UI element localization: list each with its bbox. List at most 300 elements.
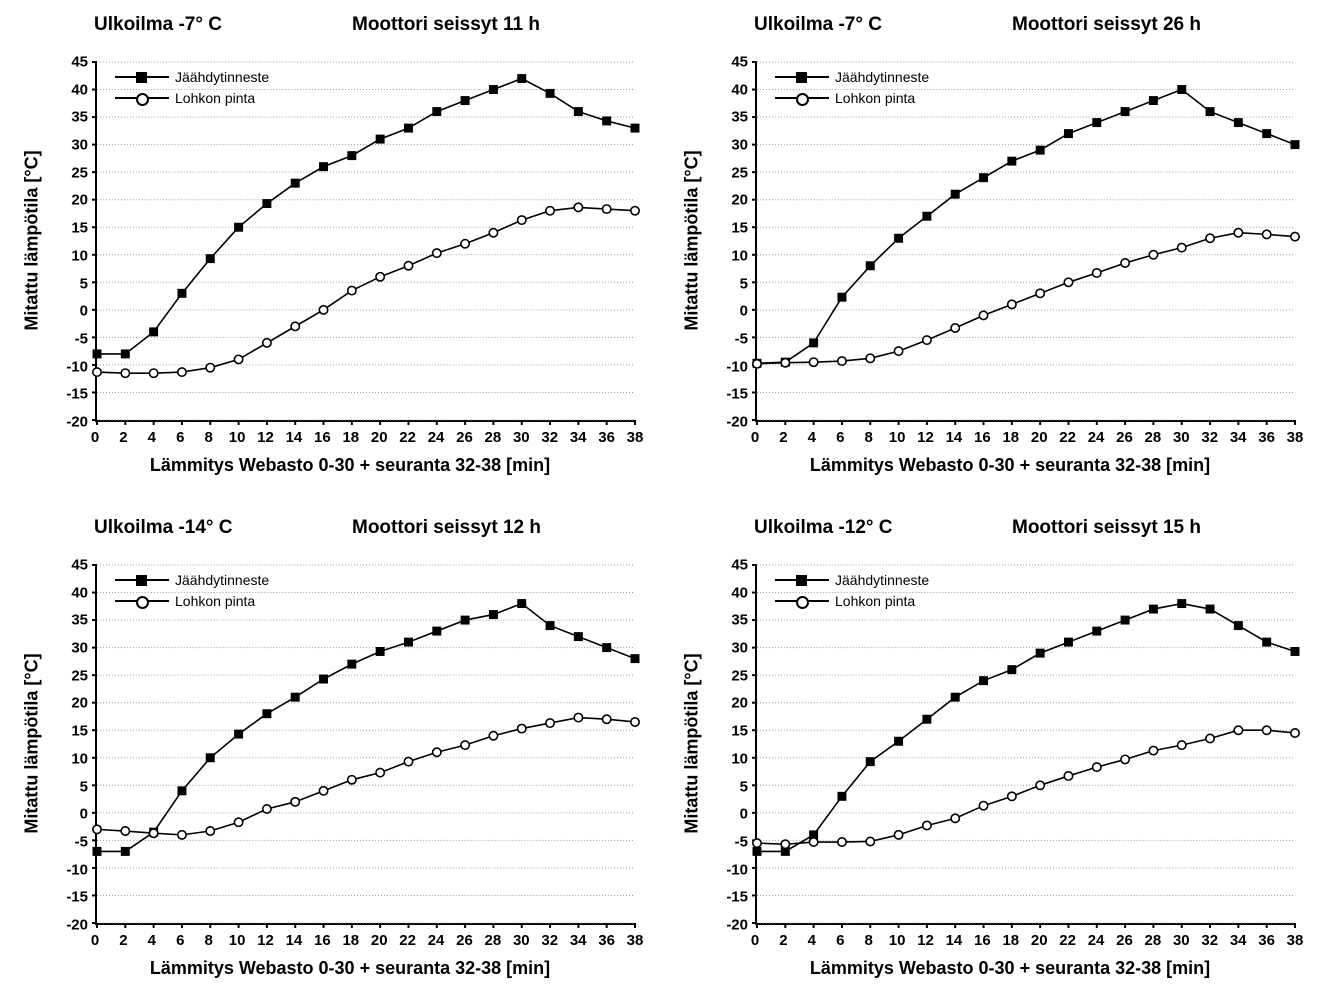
data-point-marker bbox=[809, 358, 817, 366]
data-point-marker bbox=[404, 262, 412, 270]
data-point-marker bbox=[894, 347, 902, 355]
plot-area bbox=[726, 556, 1304, 949]
data-point-marker bbox=[1262, 726, 1270, 734]
y-tick-label: -5 bbox=[734, 833, 748, 851]
series-line bbox=[97, 718, 635, 835]
y-tick-label: 35 bbox=[731, 611, 748, 629]
data-point-marker bbox=[1262, 638, 1271, 647]
data-point-marker bbox=[1234, 726, 1242, 734]
data-point-marker bbox=[1206, 107, 1215, 116]
x-tick-label: 2 bbox=[119, 932, 128, 949]
data-point-marker bbox=[1064, 278, 1072, 286]
data-point-marker bbox=[1092, 627, 1101, 636]
data-point-marker bbox=[894, 831, 902, 839]
data-point-marker bbox=[206, 364, 214, 372]
data-point-marker bbox=[1234, 621, 1243, 630]
data-point-marker bbox=[602, 116, 611, 125]
x-axis-label: Lämmitys Webasto 0-30 + seuranta 32-38 [min] bbox=[149, 455, 551, 475]
legend-item bbox=[775, 87, 929, 108]
data-point-marker bbox=[1291, 647, 1300, 656]
x-tick-label: 8 bbox=[864, 932, 873, 949]
y-tick-label: 40 bbox=[731, 584, 748, 602]
panel-title-right: Moottori seissyt 15 h bbox=[1012, 517, 1201, 538]
x-tick-label: 20 bbox=[370, 932, 388, 949]
x-tick-label: 16 bbox=[314, 932, 331, 949]
data-point-marker bbox=[404, 638, 413, 647]
x-tick-label: 34 bbox=[569, 429, 587, 446]
data-point-marker bbox=[517, 74, 526, 83]
chart-panel-1 bbox=[0, 0, 660, 503]
x-tick-label: 4 bbox=[807, 429, 816, 446]
x-tick-label: 0 bbox=[90, 429, 100, 446]
data-point-marker bbox=[347, 151, 356, 160]
data-point-marker bbox=[93, 368, 101, 376]
y-tick-label: 45 bbox=[71, 53, 88, 71]
y-tick-label: -10 bbox=[66, 358, 88, 376]
data-point-marker bbox=[546, 719, 554, 727]
x-tick-label: 2 bbox=[779, 429, 788, 446]
x-tick-label: 28 bbox=[1144, 429, 1162, 446]
x-tick-label: 26 bbox=[456, 932, 473, 949]
x-axis-label: Lämmitys Webasto 0-30 + seuranta 32-38 [min] bbox=[809, 958, 1211, 978]
data-point-marker bbox=[347, 660, 356, 669]
data-point-marker bbox=[923, 821, 931, 829]
y-tick-label: 45 bbox=[731, 53, 748, 71]
plot-canvas bbox=[95, 565, 635, 925]
data-point-marker bbox=[574, 107, 583, 116]
data-point-marker bbox=[177, 289, 186, 298]
data-point-marker bbox=[93, 825, 101, 833]
x-tick-label: 30 bbox=[1172, 932, 1190, 949]
x-tick-label: 4 bbox=[147, 429, 156, 446]
data-point-marker bbox=[1178, 243, 1186, 251]
x-tick-label: 24 bbox=[1087, 932, 1105, 949]
legend-label: Jäähdytinneste bbox=[835, 571, 930, 588]
data-point-marker bbox=[979, 676, 988, 685]
y-tick-label: -15 bbox=[726, 888, 748, 906]
data-point-marker bbox=[1036, 649, 1045, 658]
data-point-marker bbox=[376, 135, 385, 144]
y-tick-label: 5 bbox=[79, 778, 88, 796]
data-point-marker bbox=[753, 360, 761, 368]
y-tick-label: -10 bbox=[66, 861, 88, 879]
data-point-marker bbox=[291, 693, 300, 702]
data-point-marker bbox=[319, 306, 327, 314]
data-point-marker bbox=[489, 732, 497, 740]
y-tick-label: -5 bbox=[74, 330, 88, 348]
data-point-marker bbox=[234, 223, 243, 232]
y-tick-label: -20 bbox=[66, 413, 88, 431]
x-tick-label: 2 bbox=[779, 932, 788, 949]
panel-header bbox=[660, 14, 1319, 44]
data-point-marker bbox=[1149, 96, 1158, 105]
x-tick-label: 32 bbox=[1201, 429, 1219, 446]
x-tick-label: 12 bbox=[917, 932, 934, 949]
x-tick-label: 16 bbox=[974, 932, 991, 949]
data-point-marker bbox=[319, 787, 327, 795]
series-line bbox=[97, 604, 635, 852]
data-point-marker bbox=[809, 838, 817, 846]
x-tick-label: 0 bbox=[750, 932, 760, 949]
x-tick-label: 18 bbox=[342, 932, 360, 949]
x-tick-label: 22 bbox=[399, 932, 416, 949]
data-point-marker bbox=[574, 203, 582, 211]
legend-square-icon bbox=[115, 574, 169, 586]
data-point-marker bbox=[149, 327, 158, 336]
data-point-marker bbox=[1149, 605, 1158, 614]
x-tick-label: 6 bbox=[176, 932, 185, 949]
data-point-marker bbox=[432, 627, 441, 636]
legend-square-icon bbox=[115, 71, 169, 83]
y-tick-label: 40 bbox=[71, 81, 88, 99]
legend-item bbox=[115, 590, 269, 611]
x-tick-label: 22 bbox=[1059, 429, 1076, 446]
legend-square-icon bbox=[775, 71, 829, 83]
data-point-marker bbox=[263, 339, 271, 347]
data-point-marker bbox=[234, 355, 242, 363]
legend-label: Jäähdytinneste bbox=[835, 68, 930, 85]
data-point-marker bbox=[121, 369, 129, 377]
data-point-marker bbox=[979, 802, 987, 810]
x-tick-label: 10 bbox=[888, 932, 906, 949]
data-point-marker bbox=[178, 831, 186, 839]
data-point-marker bbox=[1234, 229, 1242, 237]
data-point-marker bbox=[1121, 755, 1129, 763]
x-tick-label: 12 bbox=[257, 932, 274, 949]
x-tick-label: 28 bbox=[484, 429, 502, 446]
data-point-marker bbox=[461, 240, 469, 248]
data-point-marker bbox=[1036, 781, 1044, 789]
y-tick-label: 45 bbox=[71, 556, 88, 574]
y-tick-label: -10 bbox=[726, 861, 748, 879]
legend-label: Lohkon pinta bbox=[835, 89, 916, 106]
x-tick-label: 6 bbox=[836, 429, 845, 446]
data-point-marker bbox=[291, 322, 299, 330]
data-point-marker bbox=[348, 286, 356, 294]
x-tick-label: 28 bbox=[1144, 932, 1162, 949]
data-point-marker bbox=[809, 338, 818, 347]
y-tick-label: 0 bbox=[79, 805, 88, 823]
data-point-marker bbox=[1121, 616, 1130, 625]
y-tick-label: 20 bbox=[731, 694, 748, 712]
x-axis-label: Lämmitys Webasto 0-30 + seuranta 32-38 [min] bbox=[149, 958, 551, 978]
data-point-marker bbox=[631, 718, 639, 726]
data-point-marker bbox=[121, 827, 129, 835]
data-point-marker bbox=[951, 190, 960, 199]
data-point-marker bbox=[1149, 746, 1157, 754]
data-point-marker bbox=[1093, 269, 1101, 277]
data-point-marker bbox=[1121, 259, 1129, 267]
y-tick-label: 10 bbox=[731, 750, 748, 768]
x-axis-label: Lämmitys Webasto 0-30 + seuranta 32-38 [min] bbox=[809, 455, 1211, 475]
chart-panel-3 bbox=[0, 503, 660, 1005]
series-line bbox=[757, 604, 1295, 852]
y-tick-label: 25 bbox=[71, 164, 88, 182]
y-tick-label: 0 bbox=[739, 302, 748, 320]
data-point-marker bbox=[894, 234, 903, 243]
y-tick-label: 5 bbox=[739, 275, 748, 293]
x-tick-label: 30 bbox=[512, 429, 530, 446]
data-point-marker bbox=[837, 293, 846, 302]
data-point-marker bbox=[319, 162, 328, 171]
x-tick-label: 26 bbox=[1116, 932, 1133, 949]
y-axis-label: Mitattu lämpötila [°C] bbox=[681, 652, 702, 834]
data-point-marker bbox=[262, 199, 271, 208]
y-tick-label: 10 bbox=[71, 247, 88, 265]
x-tick-label: 38 bbox=[1286, 429, 1304, 446]
x-tick-label: 38 bbox=[626, 429, 644, 446]
legend-circle-icon bbox=[775, 595, 829, 607]
data-point-marker bbox=[376, 273, 384, 281]
legend-label: Jäähdytinneste bbox=[175, 571, 270, 588]
y-tick-label: 25 bbox=[731, 667, 748, 685]
x-tick-label: 38 bbox=[626, 932, 644, 949]
data-point-marker bbox=[1291, 232, 1299, 240]
plot-area bbox=[66, 556, 644, 949]
data-point-marker bbox=[631, 207, 639, 215]
panel-title-left: Ulkoilma -7° C bbox=[94, 14, 222, 35]
x-tick-label: 14 bbox=[945, 429, 963, 446]
data-point-marker bbox=[404, 124, 413, 133]
y-tick-label: 5 bbox=[739, 778, 748, 796]
data-point-marker bbox=[376, 768, 384, 776]
data-point-marker bbox=[489, 229, 497, 237]
data-point-marker bbox=[546, 621, 555, 630]
data-point-marker bbox=[319, 675, 328, 684]
x-tick-label: 4 bbox=[147, 932, 156, 949]
x-tick-label: 34 bbox=[1229, 429, 1247, 446]
panel-title-left: Ulkoilma -14° C bbox=[94, 517, 233, 538]
x-tick-label: 18 bbox=[1002, 429, 1020, 446]
y-tick-label: 20 bbox=[71, 191, 88, 209]
data-point-marker bbox=[753, 847, 762, 856]
x-tick-label: 12 bbox=[257, 429, 274, 446]
legend-item bbox=[775, 590, 929, 611]
y-tick-label: -20 bbox=[726, 916, 748, 934]
legend-square-icon bbox=[775, 574, 829, 586]
plot-canvas bbox=[755, 62, 1295, 422]
plot-canvas bbox=[755, 565, 1295, 925]
data-point-marker bbox=[951, 693, 960, 702]
data-point-marker bbox=[404, 757, 412, 765]
x-tick-label: 36 bbox=[1258, 932, 1275, 949]
chart-svg bbox=[97, 565, 635, 923]
y-axis-label: Mitattu lämpötila [°C] bbox=[21, 149, 42, 331]
data-point-marker bbox=[838, 357, 846, 365]
panel-header bbox=[0, 14, 660, 44]
data-point-marker bbox=[1262, 230, 1270, 238]
y-tick-label: 40 bbox=[71, 584, 88, 602]
data-point-marker bbox=[866, 354, 874, 362]
x-tick-label: 10 bbox=[888, 429, 906, 446]
data-point-marker bbox=[1234, 118, 1243, 127]
y-tick-label: 40 bbox=[731, 81, 748, 99]
data-point-marker bbox=[546, 207, 554, 215]
legend-label: Lohkon pinta bbox=[175, 592, 256, 609]
data-point-marker bbox=[1149, 251, 1157, 259]
data-point-marker bbox=[1291, 140, 1300, 149]
data-point-marker bbox=[1064, 638, 1073, 647]
data-point-marker bbox=[1262, 129, 1271, 138]
panel-title-left: Ulkoilma -7° C bbox=[754, 14, 882, 35]
series-line bbox=[757, 90, 1295, 364]
x-tick-label: 32 bbox=[1201, 932, 1219, 949]
data-point-marker bbox=[1291, 729, 1299, 737]
x-tick-label: 6 bbox=[176, 429, 185, 446]
x-tick-label: 36 bbox=[1258, 429, 1275, 446]
data-point-marker bbox=[951, 814, 959, 822]
y-tick-label: 10 bbox=[71, 750, 88, 768]
data-point-marker bbox=[1206, 734, 1214, 742]
data-point-marker bbox=[574, 632, 583, 641]
x-tick-label: 0 bbox=[90, 932, 100, 949]
x-tick-label: 20 bbox=[1030, 932, 1048, 949]
data-point-marker bbox=[1206, 234, 1214, 242]
data-point-marker bbox=[1177, 599, 1186, 608]
data-point-marker bbox=[433, 249, 441, 257]
x-tick-label: 36 bbox=[598, 429, 615, 446]
x-tick-label: 10 bbox=[228, 932, 246, 949]
x-tick-label: 32 bbox=[541, 932, 559, 949]
data-point-marker bbox=[838, 838, 846, 846]
data-point-marker bbox=[979, 311, 987, 319]
data-point-marker bbox=[602, 715, 610, 723]
y-tick-label: -20 bbox=[66, 916, 88, 934]
y-tick-label: 15 bbox=[731, 219, 748, 237]
y-tick-label: -15 bbox=[66, 888, 88, 906]
data-point-marker bbox=[922, 212, 931, 221]
data-point-marker bbox=[1121, 107, 1130, 116]
y-axis-label: Mitattu lämpötila [°C] bbox=[681, 149, 702, 331]
x-tick-label: 18 bbox=[1002, 932, 1020, 949]
data-point-marker bbox=[951, 324, 959, 332]
chart-panel-2 bbox=[660, 0, 1319, 503]
data-point-marker bbox=[1177, 85, 1186, 94]
y-tick-label: 15 bbox=[731, 722, 748, 740]
panel-title-left: Ulkoilma -12° C bbox=[754, 517, 893, 538]
data-point-marker bbox=[1007, 157, 1016, 166]
plot-canvas bbox=[95, 62, 635, 422]
data-point-marker bbox=[433, 748, 441, 756]
data-point-marker bbox=[461, 616, 470, 625]
x-tick-label: 10 bbox=[228, 429, 246, 446]
y-tick-label: 30 bbox=[71, 136, 88, 154]
y-tick-label: 25 bbox=[731, 164, 748, 182]
data-point-marker bbox=[923, 336, 931, 344]
data-point-marker bbox=[1178, 741, 1186, 749]
data-point-marker bbox=[149, 369, 157, 377]
x-tick-label: 2 bbox=[119, 429, 128, 446]
y-tick-label: 35 bbox=[731, 108, 748, 126]
x-tick-label: 6 bbox=[836, 932, 845, 949]
legend-item bbox=[775, 66, 929, 87]
x-tick-label: 26 bbox=[1116, 429, 1133, 446]
x-tick-label: 20 bbox=[370, 429, 388, 446]
x-tick-label: 30 bbox=[1172, 429, 1190, 446]
x-tick-label: 22 bbox=[1059, 932, 1076, 949]
y-tick-label: 20 bbox=[71, 694, 88, 712]
panel-header bbox=[0, 517, 660, 547]
y-tick-label: 0 bbox=[79, 302, 88, 320]
data-point-marker bbox=[489, 85, 498, 94]
data-point-marker bbox=[1064, 772, 1072, 780]
y-axis-label: Mitattu lämpötila [°C] bbox=[21, 652, 42, 834]
data-point-marker bbox=[1007, 665, 1016, 674]
y-tick-label: 30 bbox=[731, 136, 748, 154]
y-tick-label: 5 bbox=[79, 275, 88, 293]
legend-item bbox=[115, 569, 269, 590]
plot-area bbox=[726, 53, 1304, 446]
data-point-marker bbox=[93, 847, 102, 856]
data-point-marker bbox=[206, 753, 215, 762]
data-point-marker bbox=[546, 89, 555, 98]
y-tick-label: -5 bbox=[74, 833, 88, 851]
legend-item bbox=[115, 87, 269, 108]
x-tick-label: 24 bbox=[427, 429, 445, 446]
y-tick-label: -15 bbox=[726, 385, 748, 403]
x-tick-label: 36 bbox=[598, 932, 615, 949]
data-point-marker bbox=[121, 847, 130, 856]
data-point-marker bbox=[1036, 289, 1044, 297]
legend-item bbox=[115, 66, 269, 87]
data-point-marker bbox=[291, 798, 299, 806]
chart-svg bbox=[757, 62, 1295, 420]
x-tick-label: 18 bbox=[342, 429, 360, 446]
x-tick-label: 32 bbox=[541, 429, 559, 446]
x-tick-label: 38 bbox=[1286, 932, 1304, 949]
y-tick-label: 0 bbox=[739, 805, 748, 823]
x-tick-label: 14 bbox=[285, 429, 303, 446]
chart-panel-4 bbox=[660, 503, 1319, 1005]
data-point-marker bbox=[1036, 146, 1045, 155]
data-point-marker bbox=[461, 96, 470, 105]
data-point-marker bbox=[1008, 300, 1016, 308]
chart-svg bbox=[757, 565, 1295, 923]
y-tick-label: 35 bbox=[71, 108, 88, 126]
data-point-marker bbox=[518, 216, 526, 224]
data-point-marker bbox=[602, 205, 610, 213]
x-tick-label: 8 bbox=[864, 429, 873, 446]
plot-area bbox=[66, 53, 644, 446]
data-point-marker bbox=[234, 818, 242, 826]
series-line bbox=[97, 79, 635, 354]
data-point-marker bbox=[631, 654, 640, 663]
data-point-marker bbox=[206, 254, 215, 263]
x-tick-label: 8 bbox=[204, 429, 213, 446]
data-point-marker bbox=[178, 368, 186, 376]
data-point-marker bbox=[979, 173, 988, 182]
legend-circle-icon bbox=[775, 92, 829, 104]
series-line bbox=[757, 730, 1295, 844]
legend bbox=[115, 66, 269, 108]
x-tick-label: 28 bbox=[484, 932, 502, 949]
y-tick-label: 45 bbox=[731, 556, 748, 574]
data-point-marker bbox=[262, 709, 271, 718]
legend bbox=[775, 66, 929, 108]
data-point-marker bbox=[1092, 118, 1101, 127]
panel-title-right: Moottori seissyt 26 h bbox=[1012, 14, 1201, 35]
panel-title-right: Moottori seissyt 12 h bbox=[352, 517, 541, 538]
data-point-marker bbox=[781, 840, 789, 848]
x-tick-label: 30 bbox=[512, 932, 530, 949]
chart-svg bbox=[97, 62, 635, 420]
x-tick-label: 14 bbox=[285, 932, 303, 949]
data-point-marker bbox=[753, 839, 761, 847]
y-tick-label: 35 bbox=[71, 611, 88, 629]
x-tick-label: 16 bbox=[314, 429, 331, 446]
legend-circle-icon bbox=[115, 92, 169, 104]
data-point-marker bbox=[121, 349, 130, 358]
